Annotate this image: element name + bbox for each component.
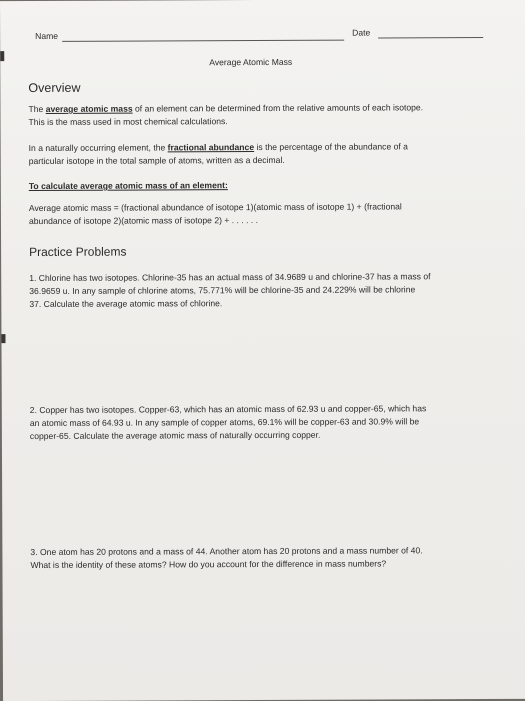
problem-1-line-1: 1. Chlorine has two isotopes. Chlorine-35 has an actual mass of 34.9689 u and chlorine-37 has a mass of xyxy=(29,271,431,284)
calculation-heading: To calculate average atomic mass of an element: xyxy=(28,180,228,192)
problem-2-answer-space[interactable] xyxy=(30,447,500,539)
overview-paragraph-2 xyxy=(29,141,408,153)
overview-p2-post: is the percentage of the abundance of a xyxy=(254,141,408,153)
term-average-atomic-mass: average atomic mass xyxy=(45,103,133,114)
problem-2-line-2: an atomic mass of 64.93 u. In any sample of copper atoms, 69.1% will be copper-63 and 30.9% will be xyxy=(29,416,420,429)
problem-3-line-2: What is the identity of these atoms? How do you account for the difference in mass numbers? xyxy=(30,558,387,571)
overview-p1-post: of an element can be determined from the relative amounts of each isotope. xyxy=(132,102,424,114)
problem-2-line-1: 2. Copper has two isotopes. Copper-63, which has an atomic mass of 62.93 u and copper-65, which has xyxy=(29,403,427,416)
name-label: Name xyxy=(35,30,59,41)
term-fractional-abundance: fractional abundance xyxy=(167,142,255,153)
date-blank-line[interactable] xyxy=(378,37,483,38)
problem-2-line-3: copper-65. Calculate the average atomic mass of naturally occurring copper. xyxy=(29,429,321,442)
problem-3-answer-space[interactable] xyxy=(31,577,501,679)
date-label: Date xyxy=(352,27,371,38)
overview-p2-pre: In a naturally occurring element, the xyxy=(28,142,168,154)
overview-paragraph-2-line-2: particular isotope in the total sample of atoms, written as a decimal. xyxy=(28,154,285,167)
formula-line-2: abundance of isotope 2)(atomic mass of isotope 2) + . . . . . . xyxy=(28,215,259,227)
formula-line-1: Average atomic mass = (fractional abundance of isotope 1)(atomic mass of isotope 1) + (fractional xyxy=(28,201,402,214)
overview-paragraph-1-line-2: This is the mass used in most chemical calculations. xyxy=(28,116,228,128)
problem-1-line-2: 36.9659 u. In any sample of chlorine atoms, 75.771% will be chlorine-35 and 24.229% will be chlorine xyxy=(29,284,416,297)
problem-3-line-1: 3. One atom has 20 protons and a mass of 44. Another atom has 20 protons and a mass number of 40. xyxy=(30,545,423,558)
overview-p1-pre: The xyxy=(28,103,46,115)
overview-paragraph-1 xyxy=(28,102,423,114)
practice-heading: Practice Problems xyxy=(29,244,127,260)
binder-hole-top xyxy=(0,51,4,61)
overview-heading: Overview xyxy=(28,80,81,96)
problem-1-line-3: 37. Calculate the average atomic mass of chlorine. xyxy=(29,298,223,310)
page-title: Average Atomic Mass xyxy=(209,56,293,68)
binder-hole-middle xyxy=(1,334,5,343)
name-blank-line[interactable] xyxy=(62,40,344,42)
problem-1-answer-space[interactable] xyxy=(29,314,499,396)
